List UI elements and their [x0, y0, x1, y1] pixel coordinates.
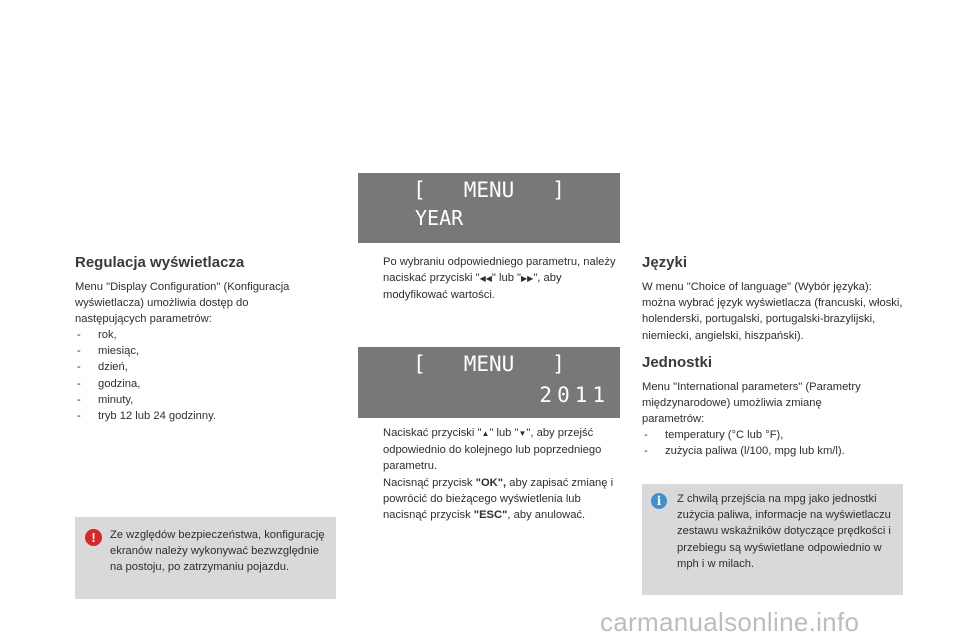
lcd-value-text: 2011: [539, 383, 610, 407]
section-title-units: Jednostki: [642, 354, 713, 371]
down-arrow-icon: ▼: [518, 429, 527, 438]
lcd-display-graphic: [358, 173, 620, 243]
safety-warning-text: Ze względów bezpieczeństwa, konfigurację ekranów należy wykonywać bezwzględnie na postoju, po zatrzymaniu pojazdu.: [110, 529, 325, 574]
list-item: - tryb 12 lub 24 godzinny.: [75, 408, 305, 424]
rewind-icon: ◀◀: [479, 274, 492, 284]
display-config-intro: Menu "Display Configuration" (Konfiguracja wyświetlacza) umożliwia dostęp do następujących parametrów:: [75, 281, 290, 326]
safety-warning-box: [75, 517, 336, 599]
list-item: - zużycia paliwa (l/100, mpg lub km/l).: [642, 443, 907, 459]
info-icon: i: [651, 493, 667, 509]
units-intro: Menu "International parameters" (Parametry międzynarodowe) umożliwia zmianę parametrów:: [642, 381, 861, 426]
steps-navigate-save: [359, 425, 621, 523]
list-item: - dzień,: [75, 359, 305, 375]
step-item: Nacisnąć przycisk "OK", aby zapisać zmianę i powrócić do bieżącego wyświetlenia lub nacisnąć przycisk "ESC", aby anulować.: [383, 476, 614, 522]
exclamation-icon: !: [85, 529, 102, 546]
lcd-screen-year: [358, 173, 620, 243]
list-item: - minuty,: [75, 392, 305, 408]
steps-modify-value: [359, 254, 621, 304]
info-note-text: Z chwilą przejścia na mpg jako jednostki zużycia paliwa, informacje na wyświetlaczu zestawu wskaźników dotyczące prędkości i przebiegu są wyświetlane odpowiednio w mph i w milach.: [677, 493, 891, 570]
ok-key-label: "OK",: [475, 476, 507, 489]
step-item: Naciskać przyciski "▲" lub "▼", aby przejść odpowiednio do kolejnego lub poprzedniego parametru.: [383, 427, 602, 473]
lcd-screen-value: [358, 347, 620, 418]
list-item: - temperatury (°C lub °F),: [642, 427, 907, 443]
watermark-text: carmanualsonline.info: [600, 607, 860, 637]
up-arrow-icon: ▲: [481, 429, 490, 438]
section-title-languages: Języki: [642, 254, 688, 271]
esc-key-label: "ESC": [473, 509, 508, 522]
display-parameter-list: [75, 327, 305, 424]
step-item: Po wybraniu odpowiedniego parametru, należy naciskać przyciski "◀◀" lub "▶▶", aby modyfikować wartości.: [383, 256, 616, 302]
lcd-menu-text: [ MENU ]: [413, 352, 565, 376]
fast-forward-icon: ▶▶: [521, 274, 534, 284]
list-item: - godzina,: [75, 376, 305, 392]
languages-text: W menu "Choice of language" (Wybór języka): można wybrać język wyświetlacza (francuski, włoski, holenderski, portugalski, portugalski-brazylijski, niemiecki, angielski, hiszpański).: [642, 281, 903, 342]
list-item: - rok,: [75, 327, 305, 343]
units-parameter-list: [642, 427, 907, 459]
lcd-menu-text: [ MENU ]: [413, 178, 565, 202]
lcd-year-text: YEAR: [415, 206, 464, 230]
section-title-display: Regulacja wyświetlacza: [75, 254, 245, 271]
info-note-box: [642, 484, 903, 595]
list-item: - miesiąc,: [75, 343, 305, 359]
lcd-display-graphic: [358, 347, 620, 418]
